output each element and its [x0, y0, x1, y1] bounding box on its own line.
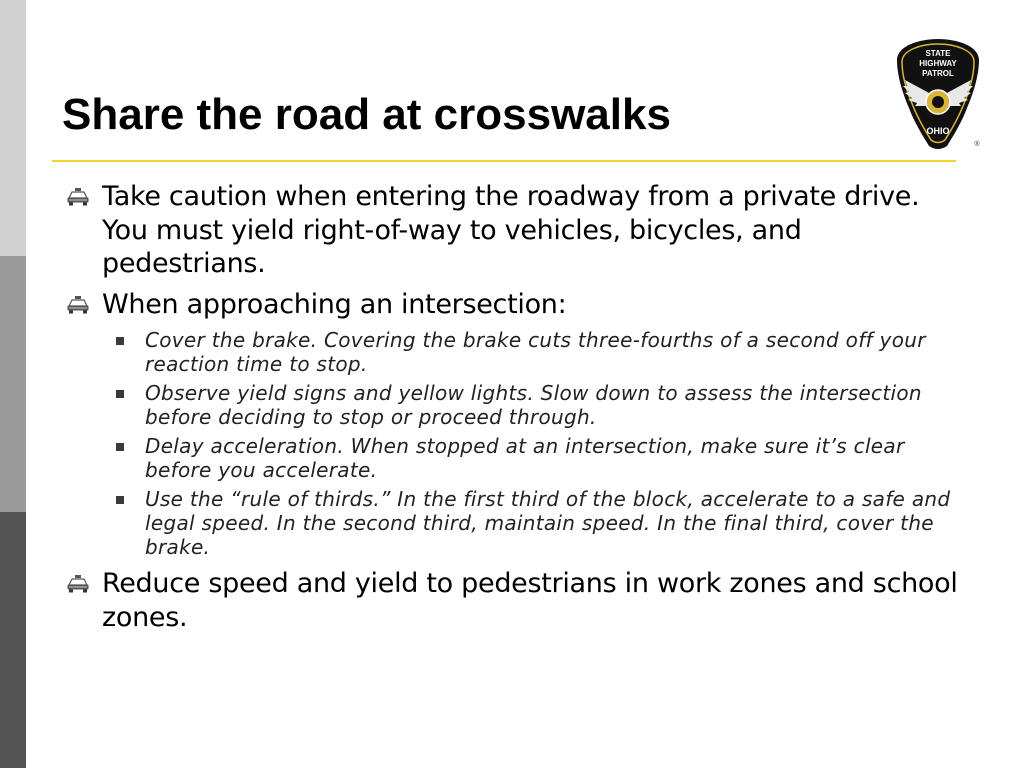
slide-title: Share the road at crosswalks — [62, 90, 671, 139]
square-bullet-icon — [116, 496, 124, 504]
bullet-text: Reduce speed and yield to pedestrians in work zones and school zones. — [102, 568, 958, 633]
sub-bullet-text: Observe yield signs and yellow lights. Slow down to assess the intersection before deciding to stop or proceed through. — [145, 381, 922, 429]
police-car-icon — [66, 187, 90, 207]
police-car-icon — [66, 295, 90, 315]
state-highway-patrol-badge-icon — [893, 36, 983, 154]
police-car-icon — [66, 574, 90, 594]
svg-text:HIGHWAY: HIGHWAY — [919, 59, 957, 68]
svg-text:®: ® — [974, 141, 980, 148]
bullet-item — [66, 567, 966, 634]
sub-bullet-list — [66, 328, 966, 559]
sub-bullet-text: Use the “rule of thirds.” In the first third of the block, accelerate to a safe and legal speed. In the second third, maintain speed. In the final third, cover the brake. — [145, 487, 951, 559]
sub-bullet-item — [66, 328, 966, 376]
bullet-item — [66, 180, 966, 281]
slide-content — [66, 180, 966, 641]
sub-bullet-item — [66, 487, 966, 559]
sub-bullet-text: Cover the brake. Covering the brake cuts three-fourths of a second off your reaction time to stop. — [145, 328, 926, 376]
bullet-text: When approaching an intersection: — [102, 288, 567, 320]
bullet-text: Take caution when entering the roadway from a private drive. You must yield right-of-way to vehicles, bicycles, and pedestrians. — [102, 181, 920, 279]
square-bullet-icon — [116, 337, 124, 345]
sidebar-band-bottom — [0, 512, 26, 768]
title-underline — [52, 160, 956, 162]
sidebar-band-top — [0, 0, 26, 256]
sub-bullet-text: Delay acceleration. When stopped at an intersection, make sure it’s clear before you accelerate. — [145, 434, 905, 482]
svg-text:STATE: STATE — [925, 49, 951, 58]
svg-text:OHIO: OHIO — [926, 126, 950, 136]
square-bullet-icon — [116, 443, 124, 451]
sidebar-band-middle — [0, 256, 26, 512]
sub-bullet-item — [66, 434, 966, 482]
svg-text:PATROL: PATROL — [922, 69, 954, 78]
bullet-item — [66, 288, 966, 322]
sub-bullet-item — [66, 381, 966, 429]
square-bullet-icon — [116, 390, 124, 398]
